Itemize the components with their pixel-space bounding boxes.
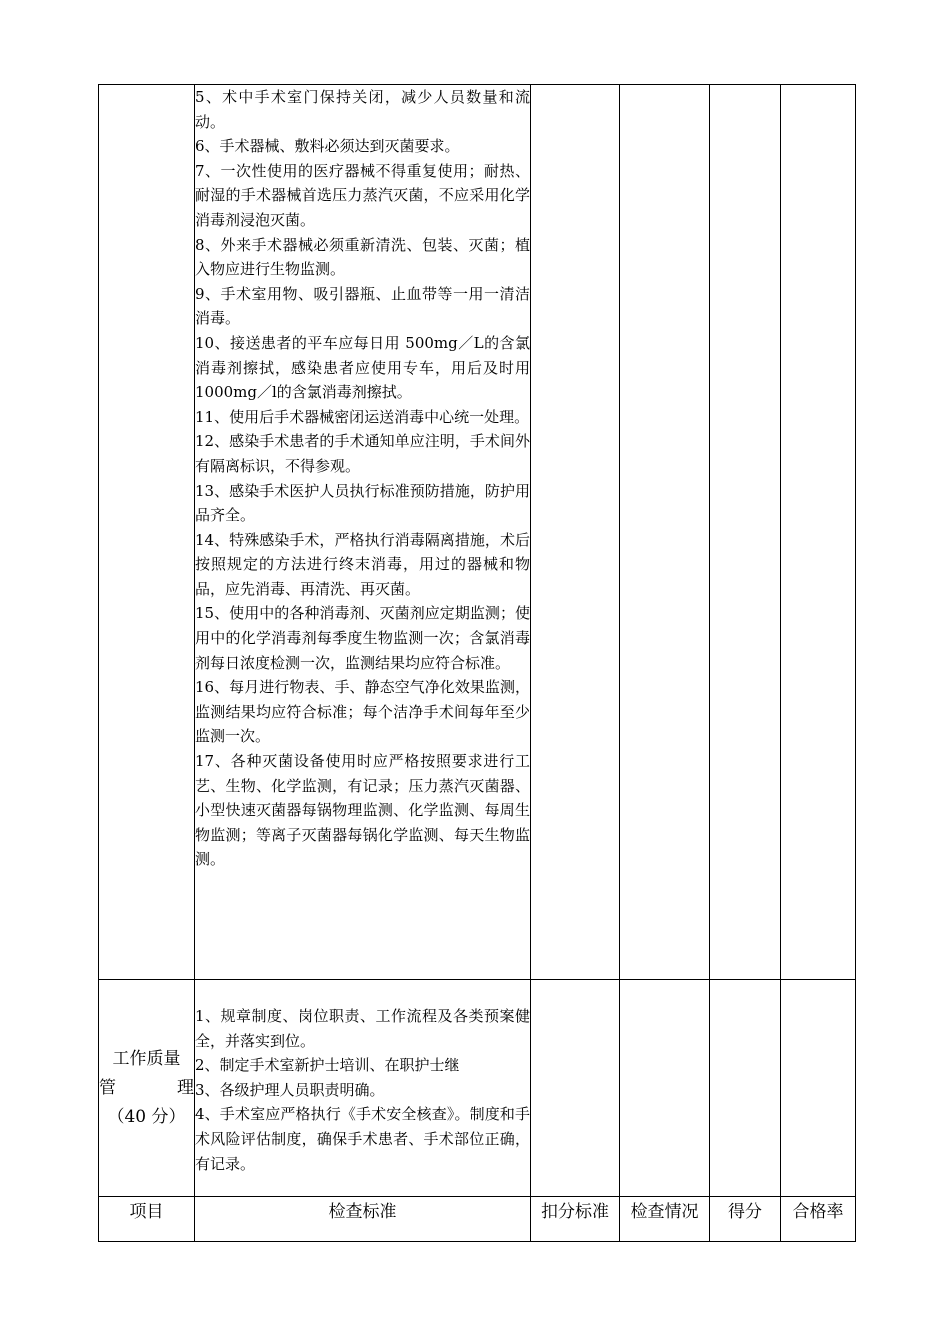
header-pass-rate: 合格率 <box>781 1197 856 1242</box>
criteria-line: 9、手术室用物、吸引器瓶、止血带等一用一清洁消毒。 <box>195 284 530 328</box>
criteria-line: 17、各种灭菌设备使用时应严格按照要求进行工艺、生物、化学监测，有记录；压力蒸汽灭菌器、小型快速灭菌器每锅物理监测、化学监测、每周生物监测；等离子灭菌器每锅化学监测、每天生物监测。 <box>195 752 530 869</box>
score-cell <box>710 85 781 980</box>
item-label: 工作质量 <box>112 1048 181 1069</box>
criteria-line: 8、外来手术器械必须重新清洗、包装、灭菌；植入物应进行生物监测。 <box>195 235 530 279</box>
item-cell <box>99 980 195 1197</box>
header-row <box>99 1197 856 1242</box>
header-score: 得分 <box>710 1197 781 1242</box>
item-label: 管 理 <box>99 1077 194 1098</box>
score-cell <box>710 980 781 1197</box>
criteria-line: 14、特殊感染手术，严格执行消毒隔离措施，术后按照规定的方法进行终末消毒，用过的器械和物品，应先消毒、再清洗、再灭菌。 <box>195 530 530 598</box>
table-row <box>99 980 856 1197</box>
criteria-cell <box>195 85 531 980</box>
header-standard: 检查标准 <box>195 1197 531 1242</box>
item-cell-empty <box>99 85 195 980</box>
deduction-cell <box>531 85 620 980</box>
criteria-line: 7、一次性使用的医疗器械不得重复使用；耐热、耐湿的手术器械首选压力蒸汽灭菌，不应采用化学消毒剂浸泡灭菌。 <box>195 161 530 229</box>
item-score: （40 分） <box>107 1106 186 1127</box>
criteria-line: 5、术中手术室门保持关闭，减少人员数量和流动。 <box>195 88 530 131</box>
header-item: 项目 <box>99 1197 195 1242</box>
criteria-line: 1、规章制度、岗位职责、工作流程及各类预案健全，并落实到位。 <box>195 1007 530 1050</box>
criteria-line: 15、使用中的各种消毒剂、灭菌剂应定期监测；使用中的化学消毒剂每季度生物监测一次；含氯消毒剂每日浓度检测一次，监测结果均应符合标准。 <box>195 604 530 672</box>
header-deduction: 扣分标准 <box>531 1197 620 1242</box>
criteria-line: 6、手术器械、敷料必须达到灭菌要求。 <box>195 137 460 156</box>
criteria-line: 13、感染手术医护人员执行标准预防措施，防护用品齐全。 <box>195 481 530 525</box>
pass-rate-cell <box>781 85 856 980</box>
pass-rate-cell <box>781 980 856 1197</box>
table-row <box>99 85 856 980</box>
criteria-line: 2、制定手术室新护士培训、在职护士继 <box>195 1056 460 1075</box>
criteria-line: 16、每月进行物表、手、静态空气净化效果监测，监测结果均应符合标准；每个洁净手术间每年至少监测一次。 <box>195 678 530 746</box>
criteria-line: 3、各级护理人员职责明确。 <box>195 1080 385 1099</box>
criteria-line: 4、手术室应严格执行《手术安全核查》。制度和手术风险评估制度，确保手术患者、手术部位正确，有记录。 <box>195 1105 530 1173</box>
criteria-cell <box>195 980 531 1197</box>
criteria-line: 11、使用后手术器械密闭运送消毒中心统一处理。 <box>195 407 530 426</box>
header-inspection: 检查情况 <box>620 1197 710 1242</box>
inspection-cell <box>620 980 710 1197</box>
inspection-cell <box>620 85 710 980</box>
criteria-line: 10、接送患者的平车应每日用 500mg／L的含氯消毒剂擦拭，感染患者应使用专车，用后及时用 1000mg／l的含氯消毒剂擦拭。 <box>195 333 530 402</box>
inspection-table <box>98 84 856 1242</box>
criteria-line: 12、感染手术患者的手术通知单应注明，手术间外有隔离标识，不得参观。 <box>195 432 530 475</box>
deduction-cell <box>531 980 620 1197</box>
